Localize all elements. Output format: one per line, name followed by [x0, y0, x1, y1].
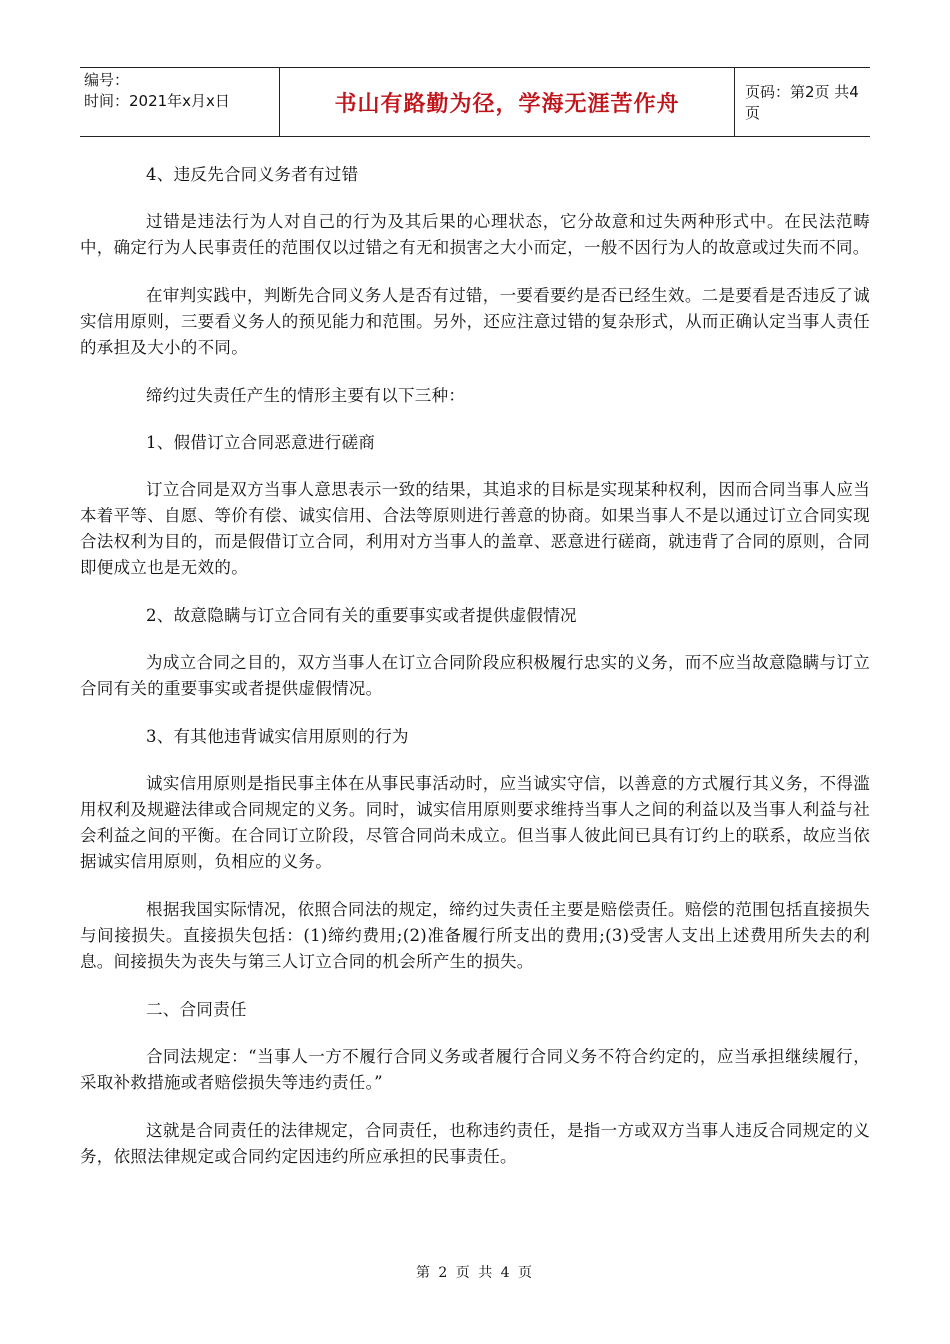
- body-paragraph: 过错是违法行为人对自己的行为及其后果的心理状态，它分故意和过失两种形式中。在民法范畴中，确定行为人民事责任的范围仅以过错之有无和损害之大小而定，一般不因行为人的故意或过失而不同。: [80, 212, 870, 257]
- motto-text: 书山有路勤为径，学海无涯苦作舟: [334, 91, 680, 117]
- section-heading: 二、合同责任: [146, 1000, 247, 1019]
- document-time: 时间：2021年x月x日: [84, 92, 230, 110]
- document-body: [80, 162, 870, 1192]
- footer-page-number: 第 2 页 共 4 页: [415, 1265, 535, 1281]
- section-heading: 4、违反先合同义务者有过错: [146, 165, 359, 184]
- section-heading: 3、有其他违背诚实信用原则的行为: [146, 727, 409, 746]
- document-number: 编号：: [84, 71, 130, 89]
- header-motto-cell: [280, 68, 735, 136]
- page-header: [80, 67, 870, 137]
- body-paragraph: 诚实信用原则是指民事主体在从事民事活动时，应当诚实守信，以善意的方式履行其义务，不得滥用权利及规避法律或合同规定的义务。同时，诚实信用原则要求维持当事人之间的利益以及当事人利益与社会利益之间的平衡。在合同订立阶段，尽管合同尚未成立。但当事人彼此间已具有订约上的联系，故应当依据诚实信用原则，负相应的义务。: [80, 774, 870, 871]
- body-paragraph: 订立合同是双方当事人意思表示一致的结果，其追求的目标是实现某种权利，因而合同当事人应当本着平等、自愿、等价有偿、诚实信用、合法等原则进行善意的协商。如果当事人不是以通过订立合同实现合法权利为目的，而是假借订立合同，利用对方当事人的盖章、恶意进行磋商，就违背了合同的原则，合同即便成立也是无效的。: [80, 480, 870, 577]
- header-meta: [80, 68, 280, 136]
- body-paragraph: 根据我国实际情况，依照合同法的规定，缔约过失责任主要是赔偿责任。赔偿的范围包括直接损失与间接损失。直接损失包括：(1)缔约费用;(2)准备履行所支出的费用;(3)受害人支出上述费用所失去的利息。间接损失为丧失与第三人订立合同的机会所产生的损失。: [80, 900, 870, 971]
- body-paragraph: 为成立合同之目的，双方当事人在订立合同阶段应积极履行忠实的义务，而不应当故意隐瞒与订立合同有关的重要事实或者提供虚假情况。: [80, 653, 870, 698]
- body-paragraph: 合同法规定：“当事人一方不履行合同义务或者履行合同义务不符合约定的，应当承担继续履行，采取补救措施或者赔偿损失等违约责任。”: [80, 1047, 870, 1092]
- body-paragraph: 这就是合同责任的法律规定，合同责任，也称违约责任，是指一方或双方当事人违反合同规定的义务，依照法律规定或合同约定因违约所应承担的民事责任。: [80, 1121, 870, 1166]
- page-footer: [0, 1262, 950, 1282]
- body-paragraph: 缔约过失责任产生的情形主要有以下三种：: [146, 386, 466, 405]
- page-label: 页码：第2页 共4页: [745, 83, 859, 122]
- header-page-number: [735, 68, 870, 136]
- section-heading: 1、假借订立合同恶意进行磋商: [146, 433, 376, 452]
- section-heading: 2、故意隐瞒与订立合同有关的重要事实或者提供虚假情况: [146, 606, 577, 625]
- body-paragraph: 在审判实践中，判断先合同义务人是否有过错，一要看要约是否已经生效。二是要看是否违反了诚实信用原则，三要看义务人的预见能力和范围。另外，还应注意过错的复杂形式，从而正确认定当事人责任的承担及大小的不同。: [80, 286, 870, 357]
